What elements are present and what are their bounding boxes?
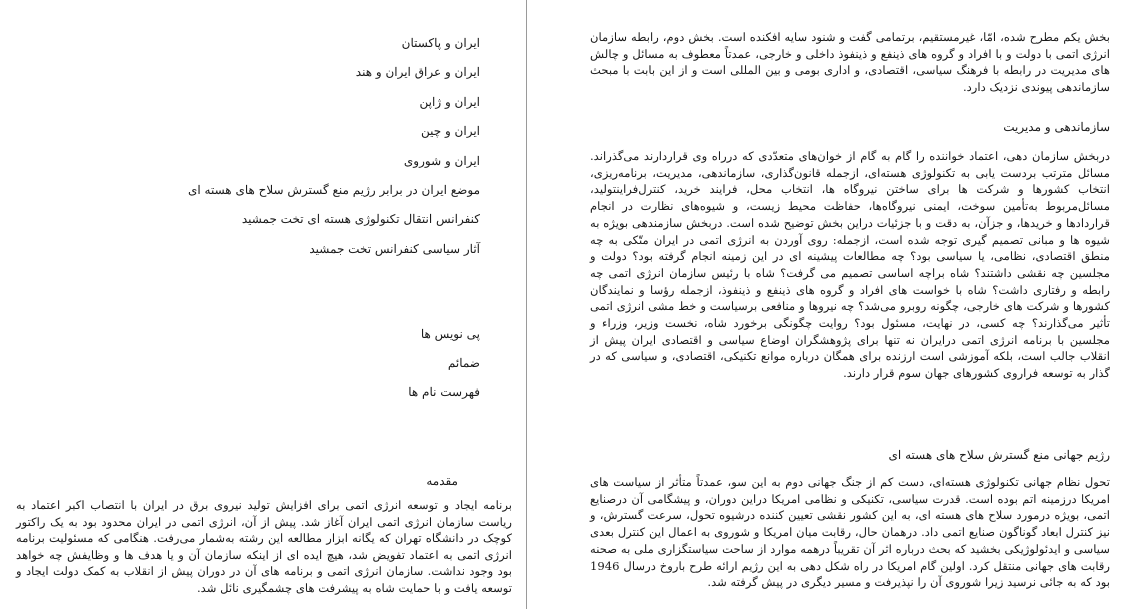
toc-item: ایران و پاکستان: [401, 36, 480, 50]
left-page: [0, 0, 526, 609]
paragraph-organization: دربخش سازمان دهی، اعتماد خواننده را گام به گام از خوان‌های متعدّدی که درراه وی قراردارند می‌گذراند. مسائل مترتب بردست یابی به تکنولوژی هسته‌ای، ازجمله قانون‌گذاری، سازماندهی، مدیریت، برنامه‌ریزی، انتخاب کشورها و شرکت ها برای ساختن نیروگاه ها، انتخاب محل، فرایند خرید، کنترل‌فراینتولید، مسائل‌مربوط به‌تأمین سوخت، ایمنی نیروگاه‌ها، حفاظت محیط زیست، و شیوه‌های نظارت در انجام قراردادها و خریدها، و جزآن، به دقت و با جزئیات دراین بخش توضیح شده است. دربخش سازمندهی بویژه به شیوه ها و مبانی تصمیم گیری توجه شده است، ازجمله: روی آوردن به انرژی اتمی در ایران متّکی به چه منطق اقتصادی، نظامی، یا سیاسی بود؟ چه مطالعات پیشینه ای در این زمینه انجام گرفته بود؟ دولت و مجلسین چه نقشی داشتند؟ شاه براچه اساسی تصمیم می گرفت؟ شاه با رئیس سازمان انرژی اتمی چه رابطه و رفتاری داشت؟ شاه با خواست های افراد و گروه های ذینفع و ذینفوذ، ازجمله رؤسا و نمایندگان کشورها و شرکت های خارجی، چگونه روبرو می‌شد؟ چه نیروها و منافعی برسیاست و خط مشی انرژی اتمی تأثیر می‌گذارند؟ چه کسی، در نهایت، مسئول بود؟ روایت چگونگی برخورد شاه، نخست وزیر، وزراء و مجلسین با برنامه انرژی اتمی درایران نه تنها برای پژوهشگران اوضاع سیاسی و اقتصادی ایران پیش از انقلاب جالب است، بلکه آموزشی است ارزنده برای همگان درباره موانع تکنیکی، اقتصادی، و سیاسی که در گذار به توسعه فراروی کشورهای جهان سوم قرار دارند.: [590, 149, 1110, 381]
toc-item: موضع ایران در برابر رژیم منع گسترش سلاح های هسته ای: [188, 182, 480, 197]
paragraph-nonproliferation: تحول نظام جهانی تکنولوژی هسته‌ای، دست کم از جنگ جهانی دوم به این سو، عمدتاً متأثر از سیاست های امریکا درزمینه اتم بوده است. قدرت سیاسی، تکنیکی و نظامی امریکا دراین دوران، و پیشگامی آن درصنایع اتمی، بویژه درمورد سلاح های هسته ای، به این کشور نقشی تعیین کننده درشیوه تحول، سرعت گسترش، و نیز کنترل ابعاد گوناگون صنایع اتمی داد. درهمان حال، رقابت میان امریکا و شوروی به اعمال این کنترل بعدی سیاسی و ایدئولوژیکی بخشید که بحث درباره اثر آن تقریباً درهمه موارد از ساحت سیاستگزاری ملی به صحنه رقابت های جهانی منتقل کرد. اولین گام امریکا در راه شکل دهی به این رژیم ارائه طرح باروخ درسال 1946 بود که به جائی نرسید زیرا شوروی آن را نپذیرفت و مسیر دیگری در پیش گرفته شد.: [590, 475, 1110, 590]
appendix-item: فهرست نام ها: [408, 385, 480, 399]
section-heading-organization: سازماندهی و مدیریت: [1003, 120, 1110, 134]
right-page: [527, 0, 1146, 609]
section-heading-nonproliferation: رژیم جهانی منع گسترش سلاح های هسته ای: [888, 448, 1110, 462]
intro-paragraph: برنامه ایجاد و توسعه انرژی اتمی برای افزایش تولید نیروی برق در ایران با انتصاب اکبر اعتماد به ریاست سازمان انرژی اتمی ایران آغاز شد. پیش از آن، انرژی اتمی در ایران محدود بود به یک راکتور کوچک در دانشگاه تهران که یگانه ابزار مطالعه این رشته به‌شمار می‌رفت. هنگامی که مسئولیت برنامه انرژی اتمی به اعتماد تفویض شد، هیچ ایده ای از اینکه سازمان آن و یا هدف ها و وظایفش چه خواهد بود وجود نداشت. سازمان انرژی اتمی و برنامه های آن در دوران پیش از انقلاب به کمک دولت ایجاد و توسعه یافت و با حمایت شاه به پیشرفت های چشمگیری نائل شد.: [16, 498, 512, 595]
appendix-list: [50, 320, 480, 407]
toc-item: آثار سیاسی کنفرانس تخت جمشید: [309, 241, 480, 256]
appendix-item: ضمائم: [447, 356, 480, 370]
toc-item: ایران و ژاپن: [419, 94, 480, 109]
paragraph-overview: بخش یکم مطرح شده، امّا، غیرمستقیم، برتمامی گفت و شنود سایه افکنده است. بخش دوم، رابطه سازمان انرژی اتمی با دولت و با افراد و گروه های ذینفع و ذینفوذ داخلی و خارجی، عمدتاً معطوف به مسائل و چالش های مدیریت در رابطه با فرهنگ سیاسی، اقتصادی، و اداری بومی و بین المللی است و از این بابت با مبحث سازماندهی پیوندی نزدیک دارد.: [590, 30, 1110, 95]
appendix-item: پی نویس ها: [420, 327, 480, 341]
toc-item: ایران و چین: [420, 124, 480, 139]
toc-item: کنفرانس انتقال تکنولوژی هسته ای تخت جمشید: [241, 212, 480, 227]
toc-item: ایران و شوروی: [403, 153, 480, 168]
intro-heading: مقدمه: [426, 474, 458, 488]
toc-item: ایران و عراق ایران و هند: [355, 65, 480, 80]
toc-list: [50, 29, 480, 264]
